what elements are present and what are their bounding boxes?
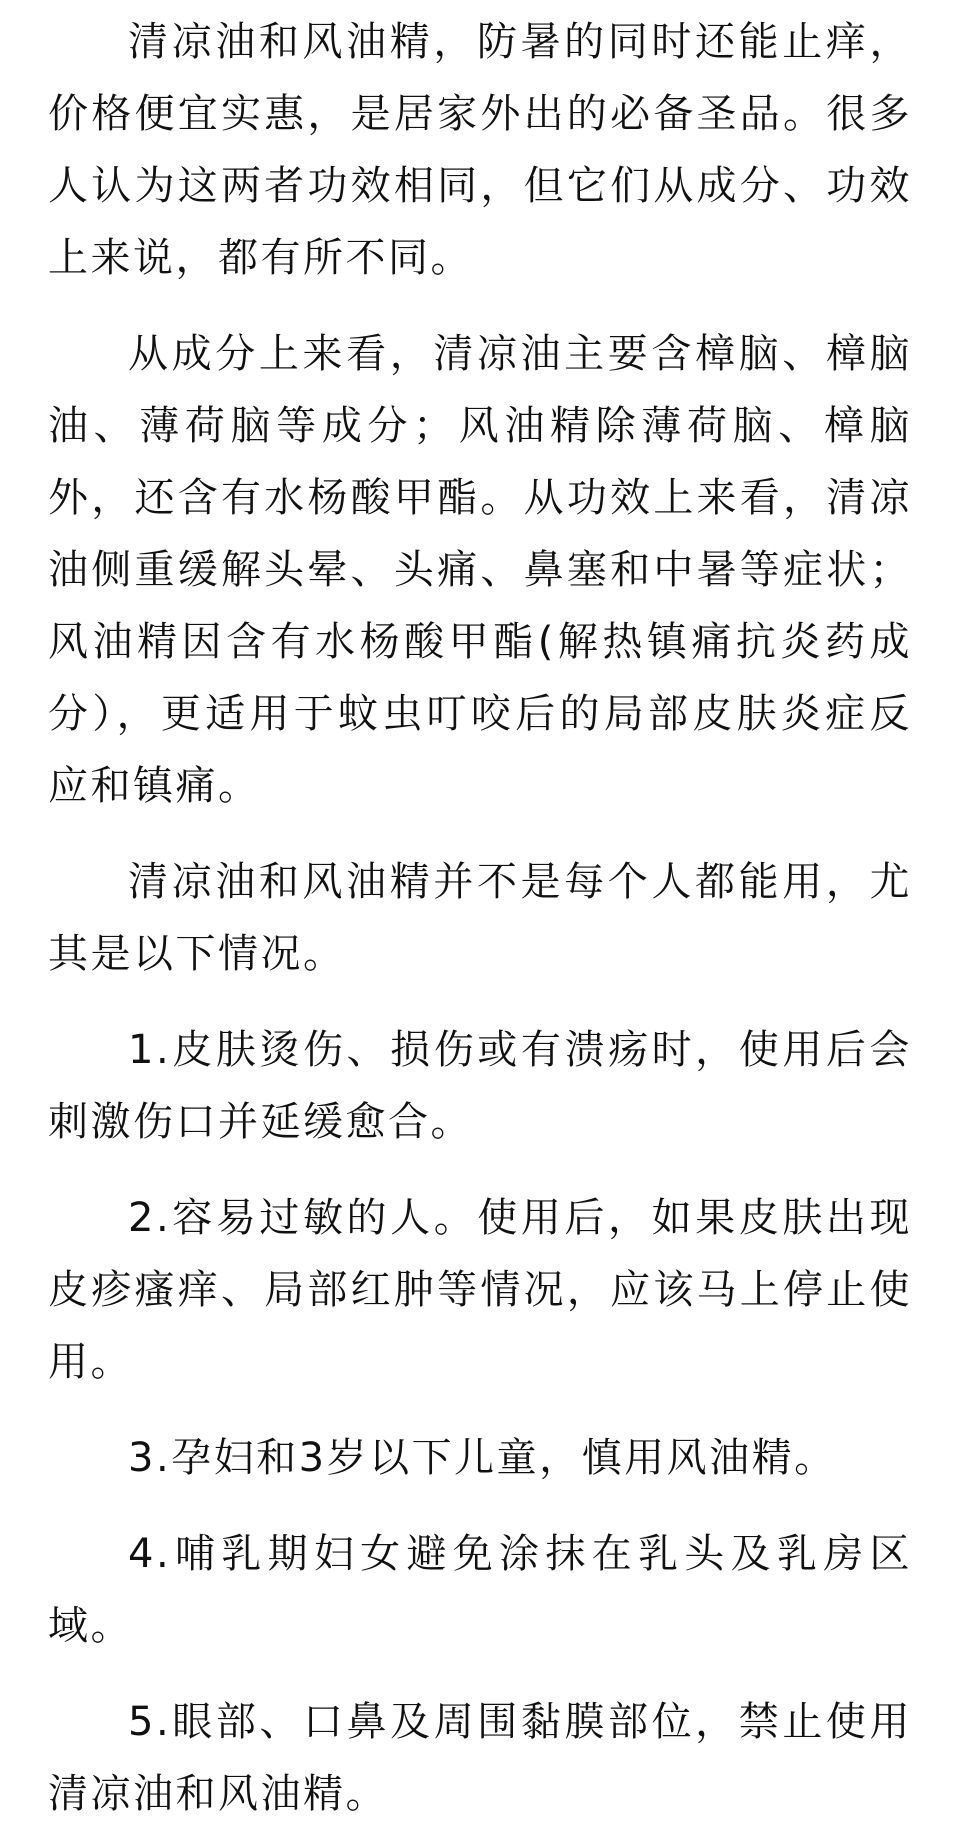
caution-item-4: 4.哺乳期妇女避免涂抹在乳头及乳房区域。 (48, 1531, 912, 1649)
paragraph-cautions-intro: 清凉油和风油精并不是每个人都能用，尤其是以下情况。 (48, 859, 912, 977)
caution-item-1: 1.皮肤烫伤、损伤或有溃疡时，使用后会刺激伤口并延缓愈合。 (48, 1027, 912, 1145)
caution-item-3: 3.孕妇和3岁以下儿童，慎用风油精。 (128, 1435, 837, 1481)
paragraph-intro: 清凉油和风油精，防暑的同时还能止痒，价格便宜实惠，是居家外出的必备圣品。很多人认为这两者功效相同，但它们从成分、功效上来说，都有所不同。 (48, 19, 912, 281)
caution-item-5: 5.眼部、口鼻及周围黏膜部位，禁止使用清凉油和风油精。 (48, 1699, 912, 1817)
caution-item-2: 2.容易过敏的人。使用后，如果皮肤出现皮疹瘙痒、局部红肿等情况，应该马上停止使用。 (48, 1195, 912, 1385)
paragraph-ingredients-effects: 从成分上来看，清凉油主要含樟脑、樟脑油、薄荷脑等成分；风油精除薄荷脑、樟脑外，还含有水杨酸甲酯。从功效上来看，清凉油侧重缓解头晕、头痛、鼻塞和中暑等症状；风油精因含有水杨酸甲酯(解热镇痛抗炎药成分），更适用于蚊虫叮咬后的局部皮肤炎症反应和镇痛。 (48, 331, 912, 809)
